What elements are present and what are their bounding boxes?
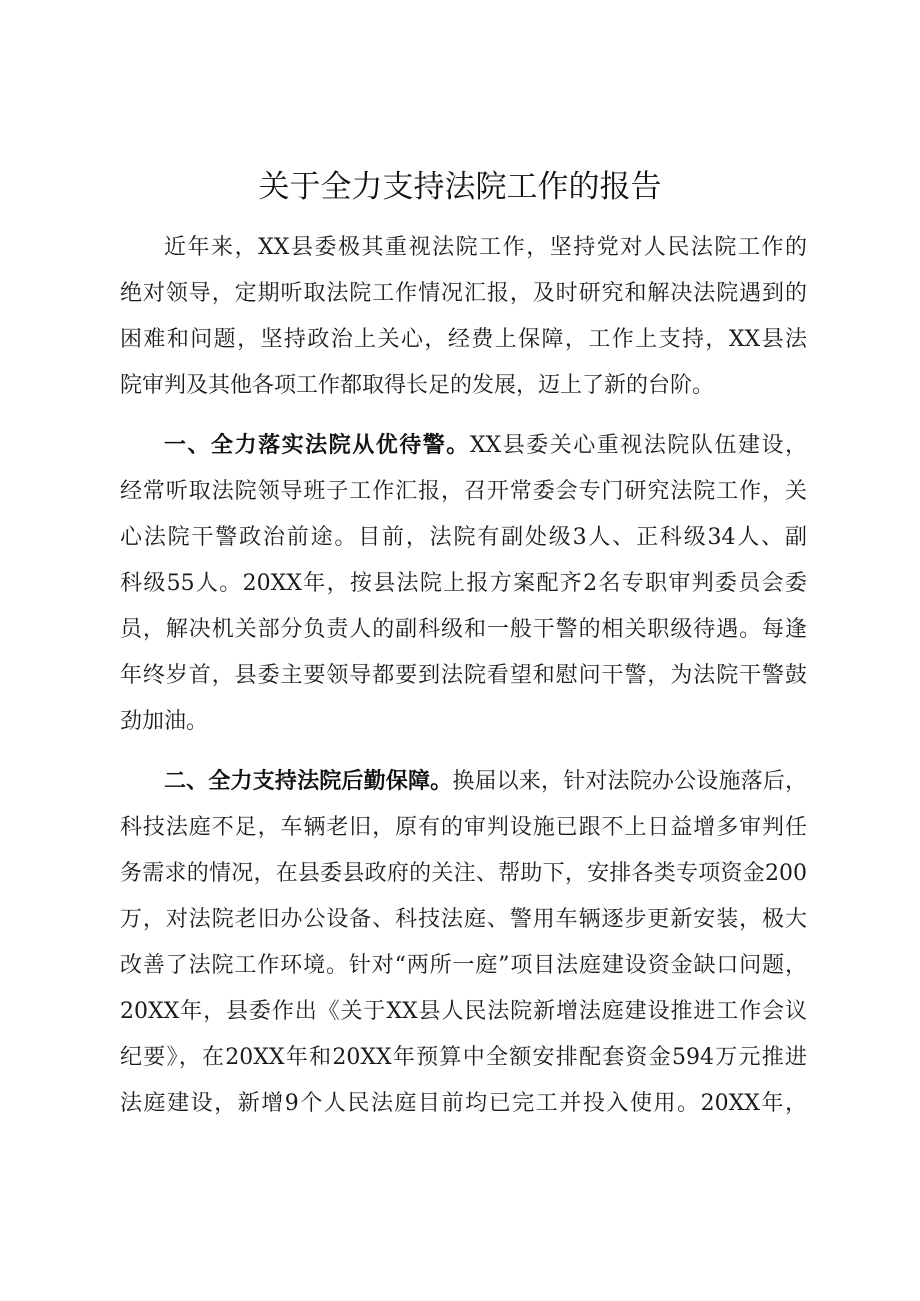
section-heading-2: 二、全力支持法院后勤保障。 <box>164 769 453 794</box>
paragraph-3-line-3: 务需求的情况，在县委县政府的关注、帮助下，安排各类专项资金200 <box>120 861 807 886</box>
paragraph-1-line-1: 近年来，XX县委极其重视法院工作，坚持党对人民法院工作的 <box>164 235 807 260</box>
paragraph-2-line-1-text: XX县委关心重视法院队伍建设， <box>469 433 807 458</box>
paragraph-2-line-3: 心法院干警政治前途。目前，法院有副处级3人、正科级34人、副 <box>120 525 807 550</box>
paragraph-1-line-3: 困难和问题，坚持政治上关心，经费上保障，工作上支持，XX县法 <box>120 327 807 352</box>
paragraph-2-line-4: 科级55人。20XX年，按县法院上报方案配齐2名专职审判委员会委 <box>120 571 807 596</box>
paragraph-2-line-6: 年终岁首，县委主要领导都要到法院看望和慰问干警，为法院干警鼓 <box>120 663 807 688</box>
paragraph-2-line-1 <box>164 423 807 469</box>
section-heading-1: 一、全力落实法院从优待警。 <box>164 433 470 458</box>
paragraph-2-line-7: 劲加油。 <box>120 709 209 734</box>
paragraph-3-line-5: 改善了法院工作环境。针对“两所一庭”项目法庭建设资金缺口问题， <box>120 953 807 978</box>
paragraph-2-line-5: 员，解决机关部分负责人的副科级和一般干警的相关职级待遇。每逢 <box>120 617 807 642</box>
paragraph-3-line-7: 纪要》，在20XX年和20XX年预算中全额安排配套资金594万元推进 <box>120 1045 807 1070</box>
document-title: 关于全力支持法院工作的报告 <box>258 169 662 205</box>
paragraph-3-line-2: 科技法庭不足，车辆老旧，原有的审判设施已跟不上日益增多审判任 <box>120 815 807 840</box>
paragraph-2-line-2: 经常听取法院领导班子工作汇报，召开常委会专门研究法院工作，关 <box>120 479 807 504</box>
paragraph-1-line-4: 院审判及其他各项工作都取得长足的发展，迈上了新的台阶。 <box>120 373 715 398</box>
paragraph-1-line-2: 绝对领导，定期听取法院工作情况汇报，及时研究和解决法院遇到的 <box>120 281 807 306</box>
paragraph-3-line-6: 20XX年，县委作出《关于XX县人民法院新增法庭建设推进工作会议 <box>120 999 807 1024</box>
paragraph-3-line-1-text: 换届以来，针对法院办公设施落后， <box>452 769 807 794</box>
paragraph-3-line-8: 法庭建设，新增9个人民法庭目前均已完工并投入使用。20XX年， <box>120 1091 807 1116</box>
paragraph-3-line-1 <box>164 759 807 805</box>
paragraph-3-line-4: 万，对法院老旧办公设备、科技法庭、警用车辆逐步更新安装，极大 <box>120 907 807 932</box>
